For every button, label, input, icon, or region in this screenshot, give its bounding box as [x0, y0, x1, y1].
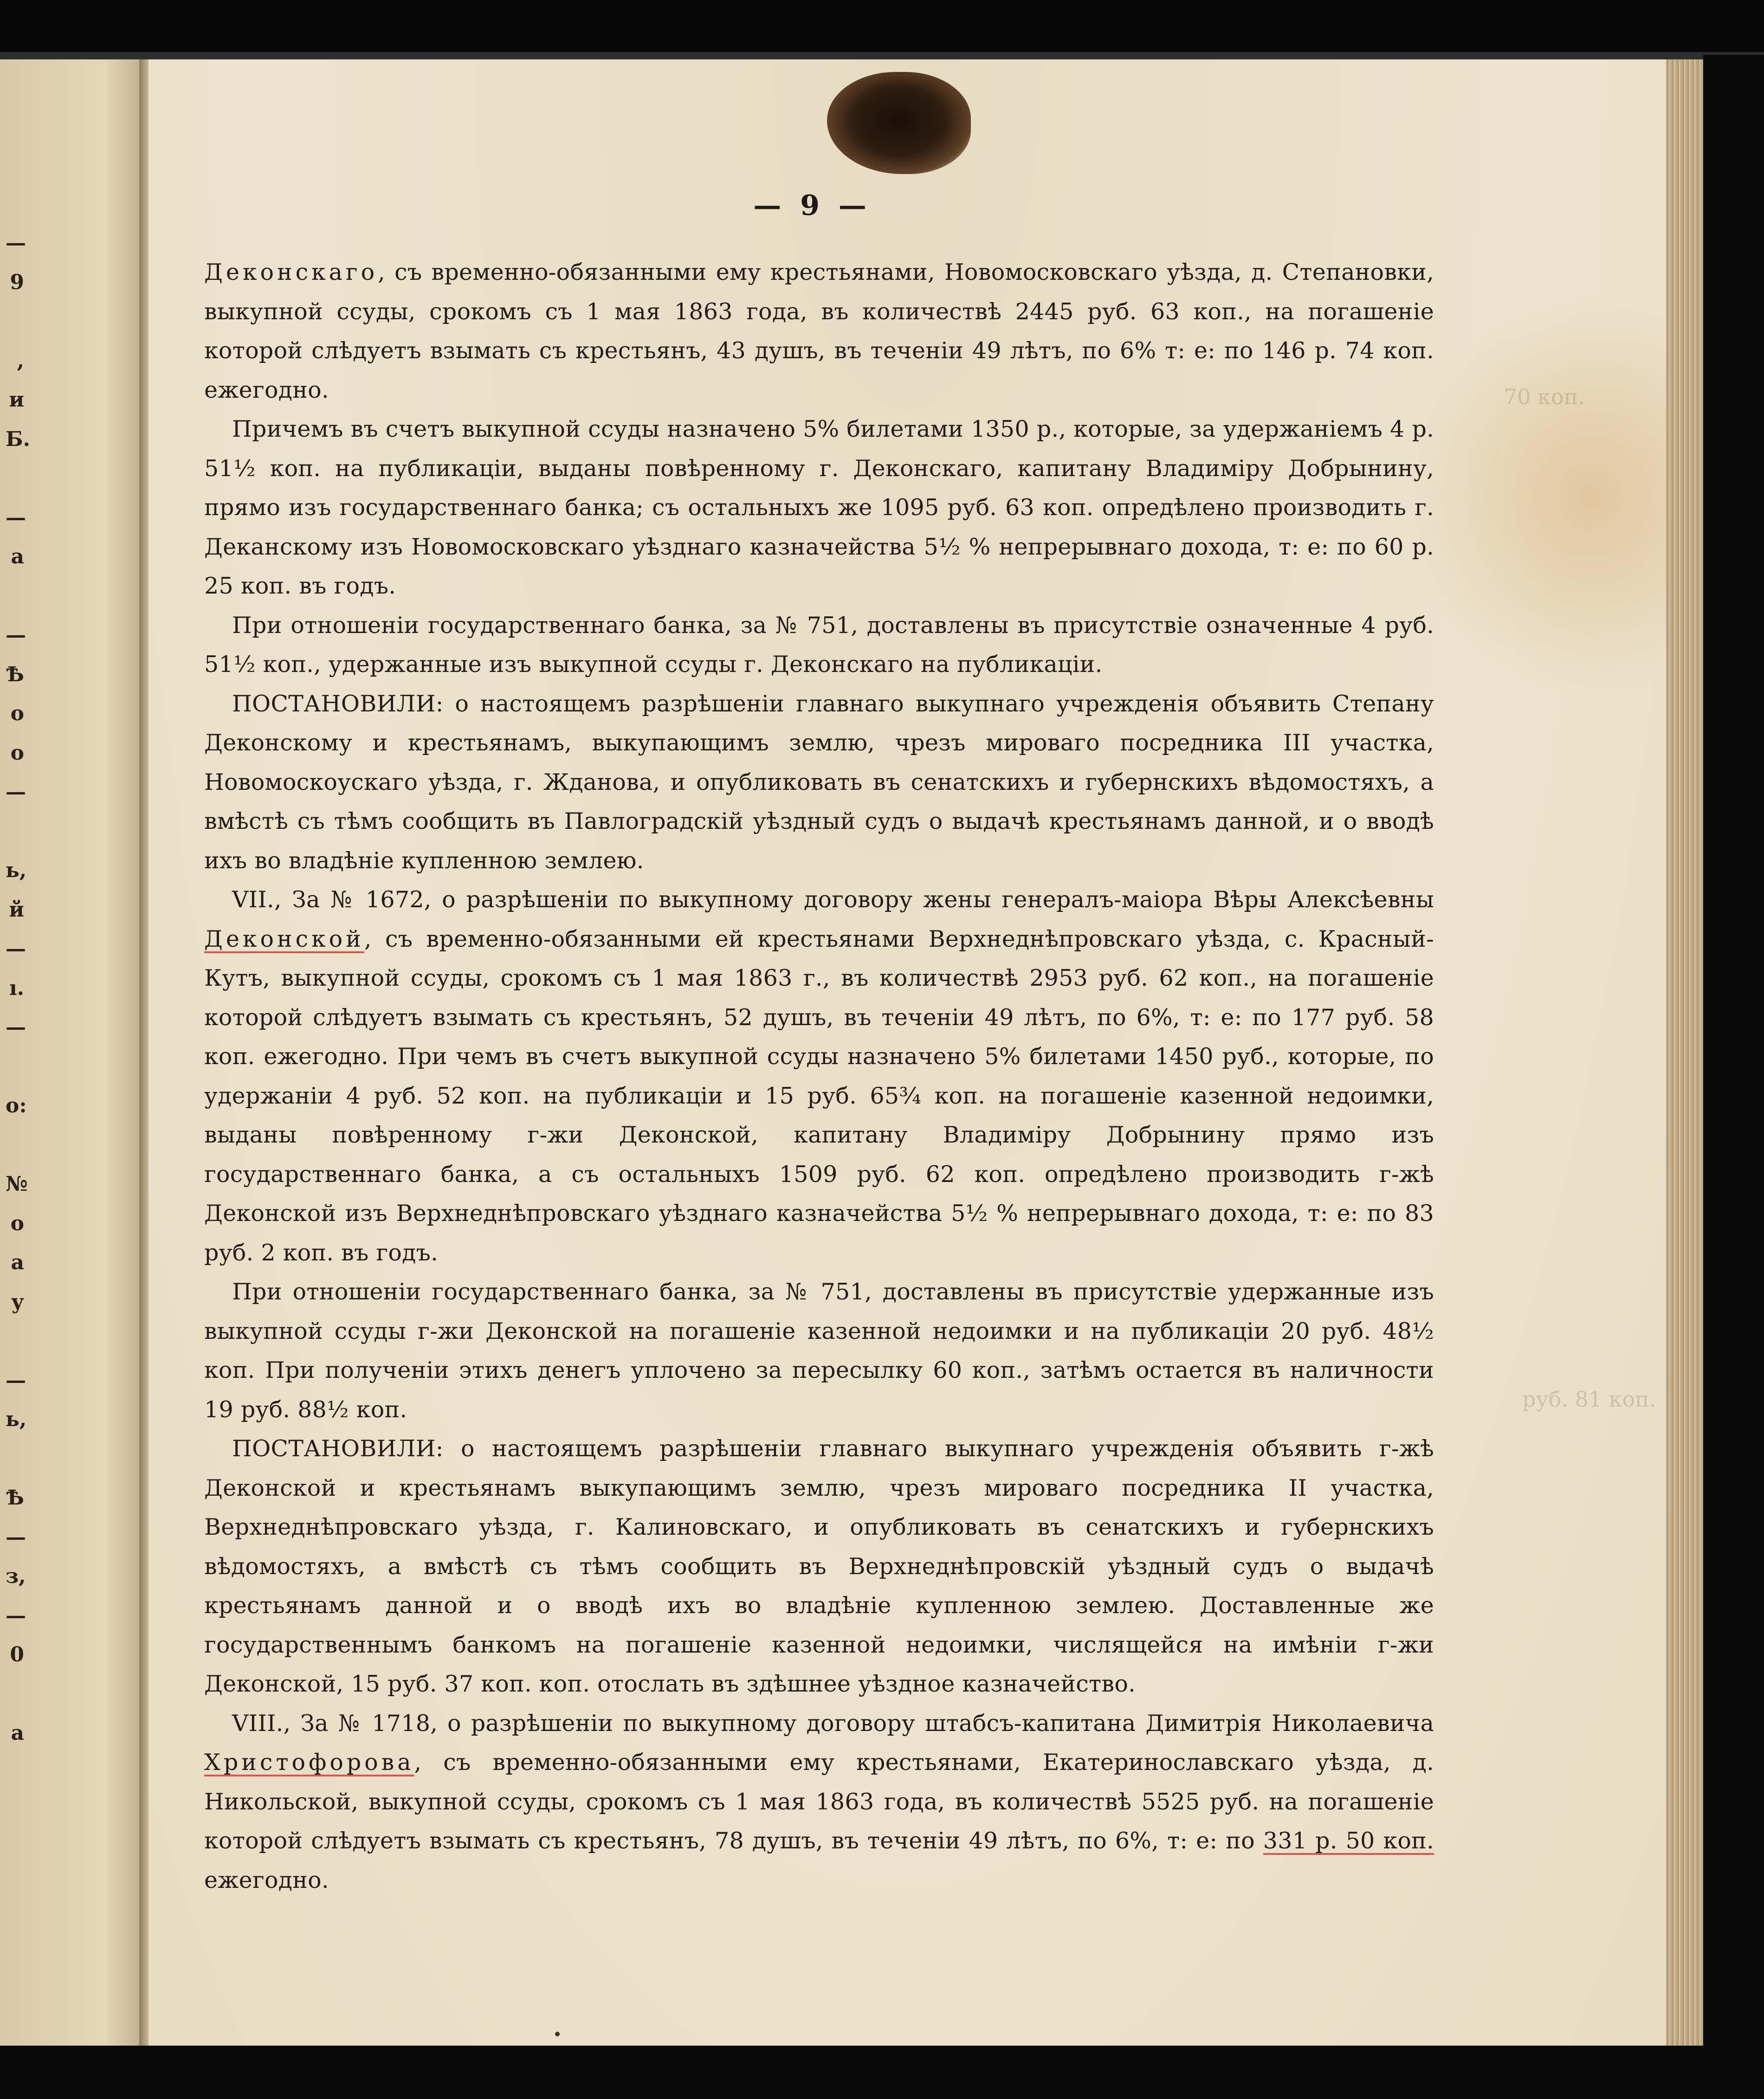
paragraph-text: VIII., За № 1718, о разрѣшеніи по выкупному договору штабсъ-капитана Димитрія Николаевича — [232, 1710, 1434, 1737]
left-page-fragment: № — [6, 1172, 28, 1196]
left-page-fragment: — — [6, 623, 26, 647]
left-page-fragment: ь, — [6, 1408, 27, 1431]
left-page-fragment: Ѣ — [6, 1486, 24, 1510]
print-speck — [555, 2032, 560, 2036]
paragraph-text: : о настоящемъ разрѣшеніи главнаго выкупнаго учрежденія объявить г-жѣ Деконской и крестьянамъ выкупающимъ землю, чрезъ мироваго посредника II участка, Верхнеднѣпровскаго уѣзда, г. Калиновскаго, и опубликовать въ сенатскихъ и губернскихъ вѣдомостяхъ, а вмѣстѣ съ тѣмъ сообщить въ Верхнеднѣпровскій уѣздный судъ о выдачѣ крестьянамъ данной и о вводѣ ихъ во владѣніе купленною землею. Доставленные же государственнымъ банкомъ на погашеніе казенной недоимки, числящейся на имѣніи г-жи Деконской, 15 руб. 37 коп. коп. отослать въ здѣшнее уѣздное казначейство. — [204, 1435, 1434, 1697]
left-page-fragment: — — [6, 231, 26, 255]
left-page-fragment: у — [11, 1290, 24, 1314]
paragraph: При отношеніи государственнаго банка, за № 751, доставлены въ присутствіе означенные 4 руб. 51½ коп., удержанные изъ выкупной ссуды г. Деконскаго на публикаціи. — [204, 612, 1434, 678]
left-page-fragment: а — [11, 1721, 24, 1745]
person-name: Деконской — [204, 925, 364, 952]
left-page-fragment: — — [6, 937, 26, 961]
left-page-fragment: й — [9, 898, 24, 922]
paragraph-text: , съ временно-обязанными ей крестьянами Верхнеднѣпровскаго уѣзда, с. Красный-Кутъ, выкупной ссуды, срокомъ съ 1 мая 1863 г., въ количествѣ 2953 руб. 62 коп., на погашеніе которой слѣдуетъ взымать съ крестьянъ, 52 душъ, въ теченіи 49 лѣтъ, по 6%, т: е: по 177 руб. 58 коп. ежегодно. При чемъ въ счетъ выкупной ссуды назначено 5% билетами 1450 руб., которые, по удержаніи 4 руб. 52 коп. на публикаціи и 15 руб. 65¾ коп. на погашеніе казенной недоимки, выданы повѣренному г-жи Деконской, капитану Владиміру Добрынину прямо изъ государственнаго банка, а съ остальныхъ 1509 руб. 62 коп. опредѣлено производить г-жѣ Деконской изъ Верхнеднѣпровскаго уѣзднаго казначейства 5½ % непрерывнаго дохода, т: е: по 83 руб. 2 коп. въ годъ. — [204, 925, 1434, 1266]
left-page-fragment: и — [9, 388, 24, 412]
scan-edge-strip — [0, 52, 1764, 59]
left-page-fragment: о — [10, 702, 24, 725]
paragraph: При отношеніи государственнаго банка, за № 751, доставлены въ присутствіе удержанные изъ выкупной ссуды г-жи Деконской на погашеніе казенной недоимки и на публикаціи 20 руб. 48½ коп. При полученіи этихъ денегъ уплочено за пересылку 60 коп., затѣмъ остается въ наличности 19 руб. 88½ коп. — [204, 1279, 1434, 1423]
paragraph-text: , съ временно-обязанными ему крестьянами, Екатеринославскаго уѣзда, д. Никольской, выкупной ссуды, срокомъ съ 1 мая 1863 года, въ количествѣ 5525 руб. на погашеніе которой слѣдуетъ взымать съ крестьянъ, 78 душъ, въ теченіи 49 лѣтъ, по 6%, т: е: по — [204, 1749, 1434, 1854]
left-page-fragment: 9 — [10, 270, 24, 294]
page-stack-edge — [1666, 59, 1703, 2046]
left-page-fragment: — — [6, 505, 26, 530]
left-page-fragment: Ѣ — [6, 662, 24, 686]
left-page-fragment: о — [10, 741, 24, 765]
left-page-fragment: — — [6, 1603, 26, 1628]
left-page-fragment: , — [17, 349, 24, 373]
case-paragraph — [204, 880, 1434, 1272]
paragraph-text: VII., За № 1672, о разрѣшеніи по выкупному договору жены генералъ-маіора Вѣры Алексѣевны — [232, 886, 1434, 913]
left-page-fragment: — — [6, 1368, 26, 1392]
scan-background-bottom — [0, 2046, 1764, 2099]
resolution-paragraph — [204, 1429, 1434, 1704]
annual-amount: 331 р. 50 коп. — [1263, 1828, 1434, 1854]
left-page-fragment: о: — [6, 1094, 27, 1117]
paragraph-text: , съ временно-обязанными ему крестьянами, Новомосковскаго уѣзда, д. Степановки, выкупной ссуды, срокомъ съ 1 мая 1863 года, въ количествѣ 2445 руб. 63 коп., на погашеніе которой слѣдуетъ взымать съ крестьянъ, 43 душъ, въ теченіи 49 лѣтъ, по 6% т: е: по 146 р. 74 коп. ежегодно. — [204, 259, 1434, 403]
paragraph: Причемъ въ счетъ выкупной ссуды назначено 5% билетами 1350 р., которые, за удержаніемъ 4 р. 51½ коп. на публикаціи, выданы повѣренному г. Деконскаго, капитану Владиміру Добрынину, прямо изъ государственнаго банка; съ остальныхъ же 1095 руб. 63 коп. опредѣлено производить г. Деканскому изъ Новомосковскаго уѣзднаго казначейства 5½ % непрерывнаго дохода, т: е: по 60 р. 25 коп. въ годъ. — [204, 416, 1434, 599]
left-page-fragment: а — [11, 1251, 24, 1274]
left-page-fragment: — — [6, 1525, 26, 1549]
left-page-fragment: ı. — [9, 976, 24, 1000]
left-page-fragment: 0 — [10, 1643, 24, 1666]
resolution-heading: ПОСТАНОВИЛИ — [232, 1435, 436, 1462]
left-page-fragment: о — [10, 1211, 24, 1235]
left-page-fragment: ь, — [6, 859, 27, 882]
resolution-paragraph — [204, 685, 1434, 881]
bleed-through-text: 70 коп. — [1504, 384, 1585, 409]
case-paragraph — [204, 1704, 1434, 1900]
left-page-fragment: Б. — [6, 427, 30, 451]
left-page-fragment: з, — [6, 1564, 26, 1588]
left-page-edge — [0, 59, 149, 2046]
page-number: — 9 — — [753, 189, 871, 222]
left-page-fragment: — — [6, 1015, 26, 1039]
person-name: Христофорова — [204, 1749, 414, 1776]
paragraph — [204, 253, 1434, 410]
left-page-fragment: а — [11, 545, 24, 568]
person-name: Деконскаго — [204, 259, 378, 285]
scan-background-right — [1703, 55, 1764, 2099]
scan-background-top — [0, 0, 1764, 55]
resolution-heading: ПОСТАНОВИЛИ — [232, 690, 436, 717]
ink-stain — [827, 72, 971, 174]
paragraph-text: ежегодно. — [204, 1866, 329, 1893]
left-page-fragment: — — [6, 780, 26, 804]
paragraph-text: : о настоящемъ разрѣшеніи главнаго выкупнаго учрежденія объявить Степану Деконскому и крестьянамъ, выкупающимъ землю, чрезъ мироваго посредника III участка, Новомоскоускаго уѣзда, г. Жданова, и опубликовать въ сенатскихъ и губернскихъ вѣдомостяхъ, а вмѣстѣ съ тѣмъ сообщить въ Павлоградскій уѣздный судъ о выдачѣ крестьянамъ данной, и о вводѣ ихъ во владѣніе купленною землею. — [204, 690, 1434, 874]
page-body — [204, 253, 1434, 1900]
bleed-through-text: руб. 81 коп. — [1522, 1387, 1656, 1412]
